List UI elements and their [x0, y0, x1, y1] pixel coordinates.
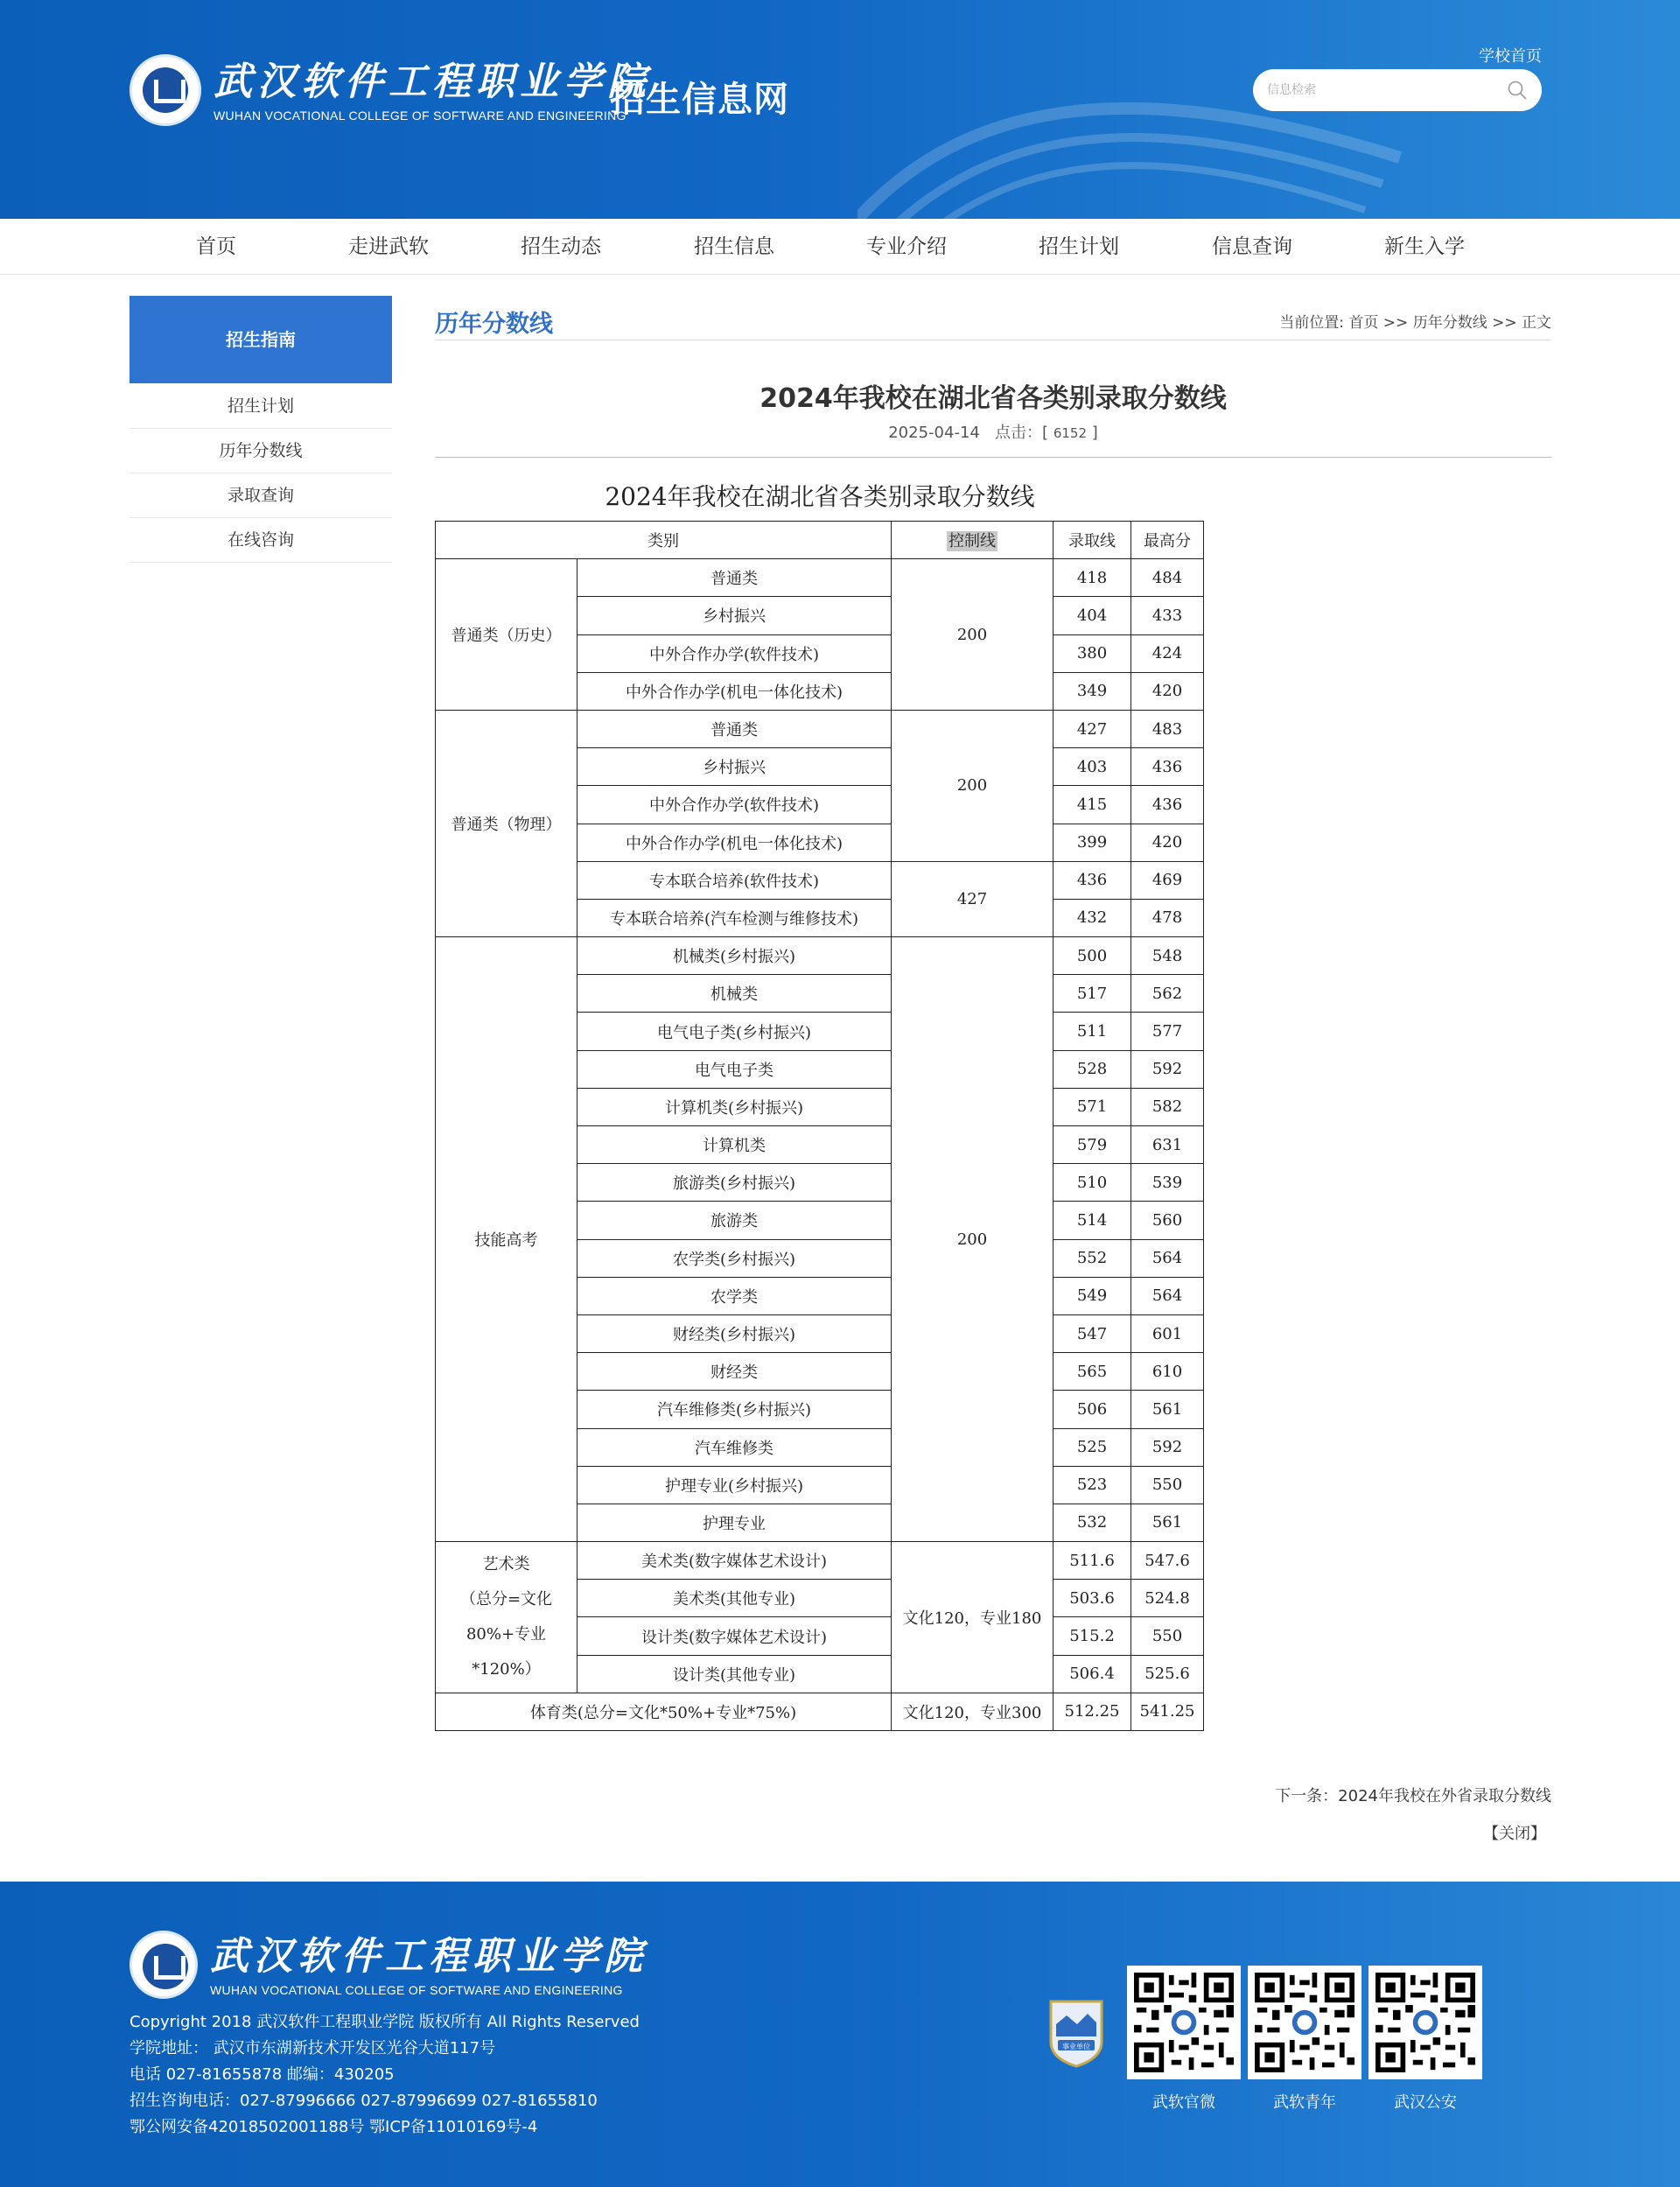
college-name-cn: 武汉软件工程职业学院 [214, 60, 651, 104]
article-hits: 6152 [1053, 425, 1087, 441]
beian-text[interactable]: 鄂公网安备42018502001188号 鄂ICP备11010169号-4 [130, 2118, 538, 2136]
control-line-cell: 文化120，专业300 [892, 1693, 1054, 1730]
sidebar-item-scores[interactable]: 历年分数线 [130, 429, 392, 473]
max-score-cell: 560 [1131, 1202, 1204, 1239]
table-header-control-label: 控制线 [948, 532, 996, 551]
public-institution-badge-icon[interactable] [1047, 1998, 1105, 2068]
article-hits-close: ] [1091, 424, 1098, 442]
admission-line-cell: 418 [1054, 559, 1131, 597]
consult-phone-text: 招生咨询电话：027-87996666 027-87996699 027-81655810 [130, 2092, 598, 2110]
max-score-cell: 631 [1131, 1126, 1204, 1164]
group-name-cell: 普通类（物理） [436, 710, 578, 936]
college-emblem-icon [130, 1931, 198, 1999]
subcategory-cell: 机械类(乡村振兴) [578, 937, 892, 975]
control-line-cell: 文化120，专业180 [892, 1542, 1054, 1693]
max-score-cell: 436 [1131, 748, 1204, 786]
footer-college-name-cn: 武汉软件工程职业学院 [210, 1934, 648, 1979]
control-line-cell: 427 [892, 861, 1054, 936]
nav-item-freshmen[interactable]: 新生入学 [1384, 235, 1465, 258]
admission-line-cell: 517 [1054, 975, 1131, 1013]
max-score-cell: 601 [1131, 1314, 1204, 1352]
qr-youth[interactable] [1248, 1966, 1362, 2113]
qr-official-wechat[interactable] [1127, 1966, 1241, 2113]
admission-line-cell: 432 [1054, 899, 1131, 936]
max-score-cell: 582 [1131, 1088, 1204, 1125]
max-score-cell: 420 [1131, 672, 1204, 710]
max-score-cell: 562 [1131, 975, 1204, 1013]
subcategory-cell: 普通类 [578, 559, 892, 597]
max-score-cell: 564 [1131, 1277, 1204, 1314]
admission-line-cell: 415 [1054, 786, 1131, 824]
sports-name-cell: 体育类(总分=文化*50%+专业*75%) [436, 1693, 892, 1730]
sidebar-title: 招生指南 [130, 296, 392, 383]
admission-line-cell: 403 [1054, 748, 1131, 786]
subcategory-cell: 护理专业(乡村振兴) [578, 1466, 892, 1504]
table-title: 2024年我校在湖北省各类别录取分数线 [605, 482, 1035, 511]
site-footer [0, 1882, 1680, 2187]
table-header-control [892, 522, 1054, 559]
table-row [436, 937, 1204, 975]
subcategory-cell: 农学类(乡村振兴) [578, 1239, 892, 1277]
admission-line-cell: 549 [1054, 1277, 1131, 1314]
max-score-cell: 564 [1131, 1239, 1204, 1277]
subcategory-cell: 中外合作办学(软件技术) [578, 786, 892, 824]
subcategory-cell: 旅游类(乡村振兴) [578, 1164, 892, 1202]
subcategory-cell: 中外合作办学(软件技术) [578, 634, 892, 672]
search-icon[interactable] [1507, 80, 1528, 101]
max-score-cell: 592 [1131, 1428, 1204, 1466]
article-title: 2024年我校在湖北省各类别录取分数线 [760, 383, 1227, 414]
qr-code-icon [1368, 1966, 1482, 2079]
admission-line-cell: 514 [1054, 1202, 1131, 1239]
admission-line-cell: 532 [1054, 1504, 1131, 1541]
max-score-cell: 548 [1131, 937, 1204, 975]
control-line-cell: 200 [892, 937, 1054, 1542]
admission-line-cell: 436 [1054, 861, 1131, 899]
max-score-cell: 469 [1131, 861, 1204, 899]
college-logo[interactable] [130, 54, 651, 126]
subcategory-cell: 财经类(乡村振兴) [578, 1314, 892, 1352]
admission-line-cell: 547 [1054, 1314, 1131, 1352]
subcategory-cell: 设计类(数字媒体艺术设计) [578, 1617, 892, 1655]
school-home-link[interactable]: 学校首页 [1479, 47, 1542, 66]
admission-line-cell: 500 [1054, 937, 1131, 975]
subcategory-cell: 专本联合培养(汽车检测与维修技术) [578, 899, 892, 936]
article-meta [435, 420, 1551, 443]
group-name-line: 80%+专业*120%） [466, 1624, 547, 1679]
qr-code-icon [1127, 1966, 1241, 2079]
footer-college-name-en: WUHAN VOCATIONAL COLLEGE OF SOFTWARE AND ENGINEERING [210, 1983, 623, 1997]
max-score-cell: 524.8 [1131, 1580, 1204, 1617]
article-hits-label: 点击：[ [995, 424, 1049, 442]
admission-line-cell: 399 [1054, 824, 1131, 861]
subcategory-cell: 中外合作办学(机电一体化技术) [578, 824, 892, 861]
subcategory-cell: 设计类(其他专业) [578, 1655, 892, 1693]
max-score-cell: 478 [1131, 899, 1204, 936]
nav-item-majors[interactable]: 专业介绍 [866, 235, 947, 258]
max-score-cell: 539 [1131, 1164, 1204, 1202]
subcategory-cell: 计算机类 [578, 1126, 892, 1164]
group-name-line: 艺术类 [482, 1554, 530, 1574]
control-line-cell: 200 [892, 710, 1054, 861]
qr-caption: 武软青年 [1273, 2093, 1336, 2112]
sidebar-item-plan[interactable]: 招生计划 [130, 384, 392, 429]
max-score-cell: 424 [1131, 634, 1204, 672]
max-score-cell: 433 [1131, 597, 1204, 634]
qr-caption: 武软官微 [1152, 2093, 1215, 2112]
divider [435, 457, 1551, 458]
admission-line-cell: 510 [1054, 1164, 1131, 1202]
table-row-sports [436, 1693, 1204, 1730]
admission-line-cell: 552 [1054, 1239, 1131, 1277]
qr-caption: 武汉公安 [1394, 2093, 1457, 2112]
subcategory-cell: 美术类(其他专业) [578, 1580, 892, 1617]
badge-label: 事业单位 [1062, 2043, 1090, 2050]
admission-line-cell: 404 [1054, 597, 1131, 634]
max-score-cell: 577 [1131, 1013, 1204, 1050]
admission-line-cell: 349 [1054, 672, 1131, 710]
admission-line-cell: 506 [1054, 1391, 1131, 1428]
admission-line-cell: 528 [1054, 1050, 1131, 1088]
max-score-cell: 484 [1131, 559, 1204, 597]
college-emblem-icon [130, 54, 201, 126]
footer-info [130, 2009, 640, 2141]
site-header [0, 0, 1680, 219]
admission-line-cell: 506.4 [1054, 1655, 1131, 1693]
subcategory-cell: 汽车维修类 [578, 1428, 892, 1466]
search-box [1253, 69, 1542, 111]
admission-line-cell: 380 [1054, 634, 1131, 672]
section-title: 历年分数线 [435, 311, 553, 338]
nav-item-home[interactable]: 首页 [196, 235, 236, 258]
nav-item-plan[interactable]: 招生计划 [1039, 235, 1119, 258]
copyright-text: Copyright 2018 武汉软件工程职业学院 版权所有 All Rights Reserved [130, 2013, 640, 2031]
max-score-cell: 561 [1131, 1391, 1204, 1428]
max-score-cell: 550 [1131, 1617, 1204, 1655]
table-header-category: 类别 [436, 522, 892, 559]
table-row [436, 559, 1204, 597]
control-line-cell: 200 [892, 559, 1054, 711]
subcategory-cell: 财经类 [578, 1353, 892, 1391]
group-name-cell: 普通类（历史） [436, 559, 578, 711]
nav-item-info[interactable]: 招生信息 [694, 235, 774, 258]
admission-line-cell: 565 [1054, 1353, 1131, 1391]
admission-line-cell: 511.6 [1054, 1542, 1131, 1580]
max-score-cell: 550 [1131, 1466, 1204, 1504]
table-row [436, 710, 1204, 747]
college-name-en: WUHAN VOCATIONAL COLLEGE OF SOFTWARE AND ENGINEERING [214, 109, 626, 123]
site-name: 招生信息网 [610, 80, 789, 120]
sidebar-item-consult[interactable]: 在线咨询 [130, 518, 392, 563]
subcategory-cell: 美术类(数字媒体艺术设计) [578, 1542, 892, 1580]
max-score-cell: 561 [1131, 1504, 1204, 1541]
main-nav [0, 219, 1680, 275]
table-header-admission: 录取线 [1054, 522, 1131, 559]
subcategory-cell: 护理专业 [578, 1504, 892, 1541]
admission-line-cell: 512.25 [1054, 1693, 1131, 1730]
max-score-cell: 541.25 [1131, 1693, 1204, 1730]
close-button[interactable]: 【关闭】 [1483, 1825, 1546, 1843]
search-input[interactable] [1267, 83, 1494, 97]
score-table [435, 521, 1204, 1731]
table-header-max: 最高分 [1131, 522, 1204, 559]
footer-logo [130, 1931, 648, 1999]
sidebar-list [130, 384, 392, 563]
admission-line-cell: 525 [1054, 1428, 1131, 1466]
next-article-link[interactable]: 下一条：2024年我校在外省录取分数线 [1275, 1787, 1551, 1805]
admission-line-cell: 579 [1054, 1126, 1131, 1164]
admission-line-cell: 511 [1054, 1013, 1131, 1050]
max-score-cell: 483 [1131, 710, 1204, 747]
subcategory-cell: 电气电子类 [578, 1050, 892, 1088]
admission-line-cell: 427 [1054, 710, 1131, 747]
subcategory-cell: 乡村振兴 [578, 597, 892, 634]
nav-item-news[interactable]: 招生动态 [521, 235, 601, 258]
subcategory-cell: 旅游类 [578, 1202, 892, 1239]
subcategory-cell: 普通类 [578, 710, 892, 747]
qr-police[interactable] [1368, 1966, 1482, 2113]
qr-code-icon [1248, 1966, 1362, 2079]
subcategory-cell: 计算机类(乡村振兴) [578, 1088, 892, 1125]
subcategory-cell: 农学类 [578, 1277, 892, 1314]
sidebar-item-admission-query[interactable]: 录取查询 [130, 473, 392, 518]
table-header-row [436, 522, 1204, 559]
subcategory-cell: 机械类 [578, 975, 892, 1013]
max-score-cell: 547.6 [1131, 1542, 1204, 1580]
nav-item-about[interactable]: 走进武软 [348, 235, 429, 258]
max-score-cell: 610 [1131, 1353, 1204, 1391]
subcategory-cell: 汽车维修类(乡村振兴) [578, 1391, 892, 1428]
phone-text: 电话 027-81655878 邮编：430205 [130, 2065, 395, 2084]
group-name-cell: 技能高考 [436, 937, 578, 1542]
admission-line-cell: 515.2 [1054, 1617, 1131, 1655]
admission-line-cell: 571 [1054, 1088, 1131, 1125]
max-score-cell: 592 [1131, 1050, 1204, 1088]
address-text: 学院地址： 武汉市东湖新技术开发区光谷大道117号 [130, 2039, 496, 2057]
subcategory-cell: 专本联合培养(软件技术) [578, 861, 892, 899]
nav-item-query[interactable]: 信息查询 [1212, 235, 1292, 258]
max-score-cell: 420 [1131, 824, 1204, 861]
breadcrumb[interactable]: 当前位置: 首页 >> 历年分数线 >> 正文 [1279, 314, 1551, 332]
group-name-cell [436, 1542, 578, 1693]
admission-line-cell: 503.6 [1054, 1580, 1131, 1617]
table-row [436, 1542, 1204, 1580]
subcategory-cell: 乡村振兴 [578, 748, 892, 786]
admission-line-cell: 523 [1054, 1466, 1131, 1504]
max-score-cell: 436 [1131, 786, 1204, 824]
subcategory-cell: 中外合作办学(机电一体化技术) [578, 672, 892, 710]
group-name-line: （总分=文化 [459, 1589, 553, 1609]
subcategory-cell: 电气电子类(乡村振兴) [578, 1013, 892, 1050]
article-date: 2025-04-14 [888, 424, 980, 442]
max-score-cell: 525.6 [1131, 1655, 1204, 1693]
